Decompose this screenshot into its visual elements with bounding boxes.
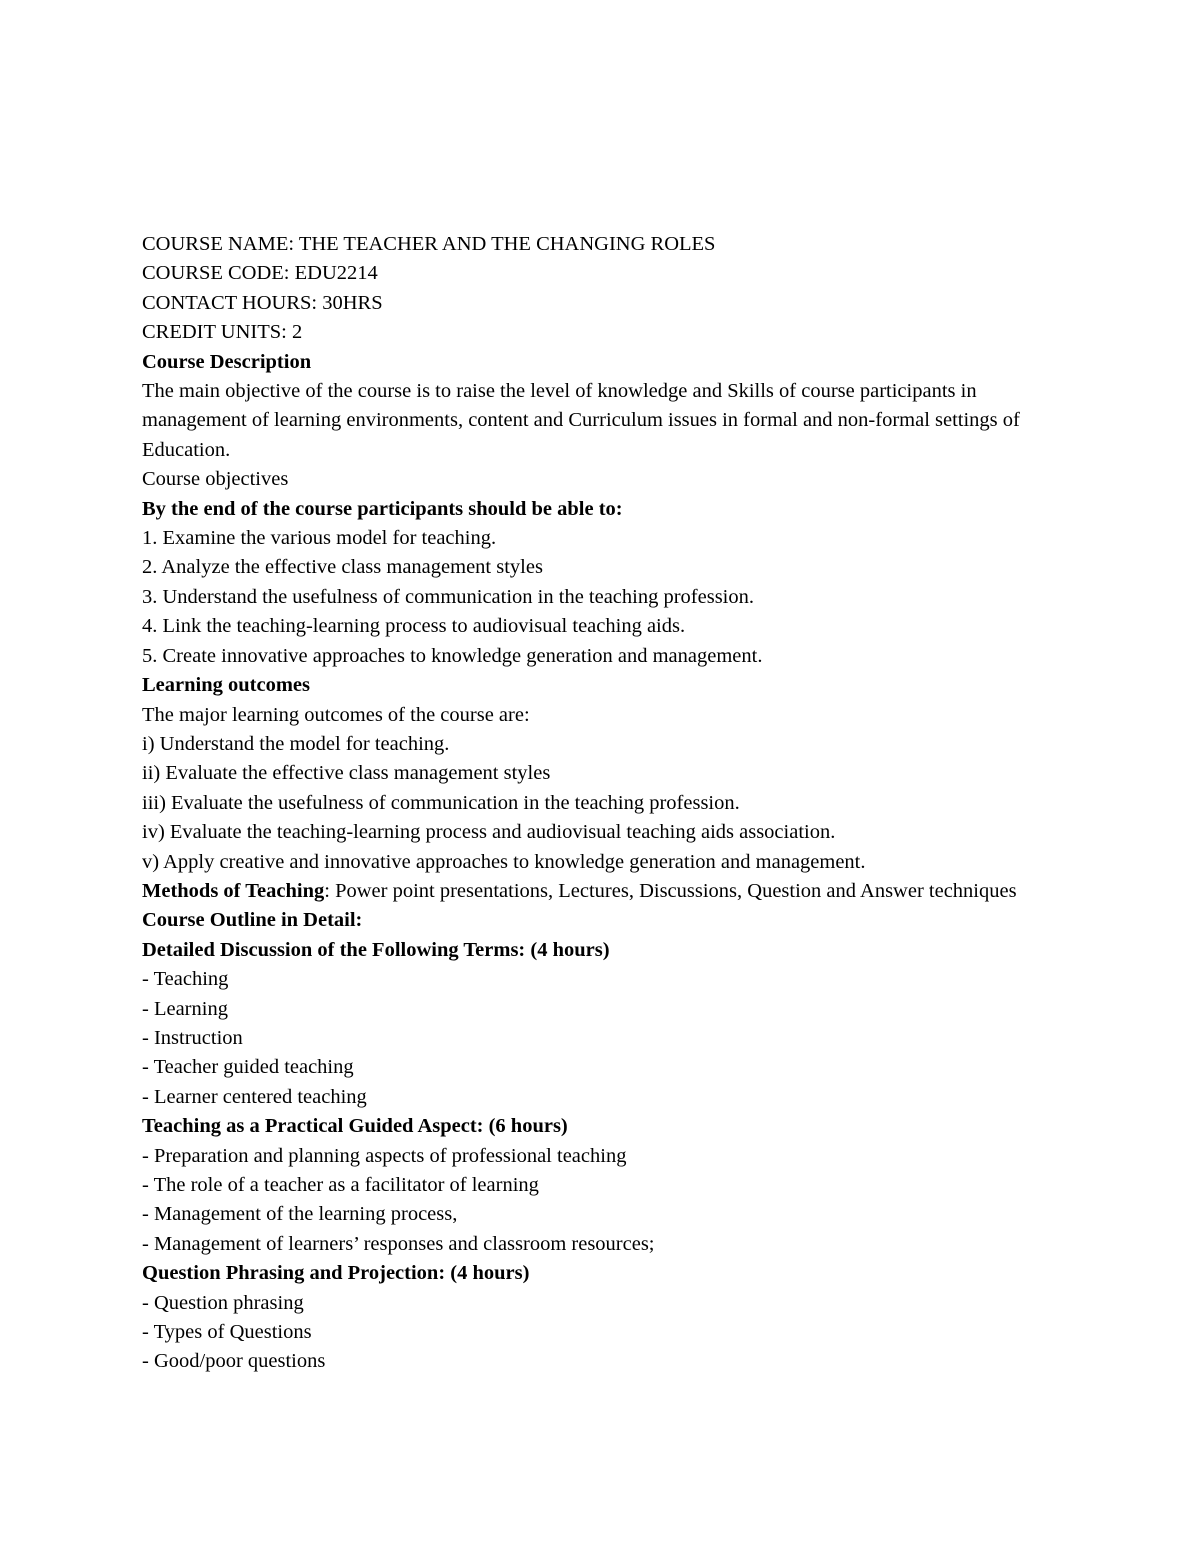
list-item: - Good/poor questions [142,1350,326,1373]
methods-of-teaching-text: : Power point presentations, Lectures, Discussions, Question and Answer techniques [324,879,1017,902]
list-item: - Teaching [142,968,229,991]
outline-section-list [142,1289,1062,1377]
outline-section-questions [142,1259,1062,1377]
outcomes-list [142,730,1062,877]
learning-outcomes-heading: Learning outcomes [142,674,310,697]
course-description-heading: Course Description [142,350,312,373]
document-page [142,230,1062,1377]
course-description-body: The main objective of the course is to raise the level of knowledge and Skills of course participants in management of learning environments, content and Curriculum issues in formal and non-formal settings of Education. [142,380,1020,461]
list-item: - Learner centered teaching [142,1085,367,1108]
methods-of-teaching [142,877,1062,906]
outline-section-list [142,965,1062,1112]
course-code: COURSE CODE: EDU2214 [142,262,378,285]
contact-hours: CONTACT HOURS: 30HRS [142,291,383,314]
list-item: - Management of the learning process, [142,1203,458,1226]
course-outline-heading: Course Outline in Detail: [142,909,363,932]
outline-section-title: Question Phrasing and Projection: (4 hours) [142,1262,530,1285]
objective-item: 1. Examine the various model for teaching. [142,527,497,550]
outline-section-title: Teaching as a Practical Guided Aspect: (6 hours) [142,1115,568,1138]
outline-section-list [142,1142,1062,1260]
outcome-item: v) Apply creative and innovative approaches to knowledge generation and management. [142,850,866,873]
outline-section-terms [142,936,1062,1112]
objective-item: 4. Link the teaching-learning process to audiovisual teaching aids. [142,615,686,638]
list-item: - Learning [142,997,228,1020]
list-item: - Instruction [142,1026,243,1049]
credit-units: CREDIT UNITS: 2 [142,321,303,344]
list-item: - Question phrasing [142,1291,304,1314]
list-item: - Teacher guided teaching [142,1056,354,1079]
outcome-item: iv) Evaluate the teaching-learning process and audiovisual teaching aids association. [142,821,836,844]
outline-section-title: Detailed Discussion of the Following Terms: (4 hours) [142,938,610,961]
list-item: - Types of Questions [142,1321,312,1344]
outcome-item: iii) Evaluate the usefulness of communication in the teaching profession. [142,791,740,814]
list-item: - Management of learners’ responses and classroom resources; [142,1232,655,1255]
objective-item: 5. Create innovative approaches to knowledge generation and management. [142,644,763,667]
objectives-list [142,524,1062,671]
course-objectives-intro: By the end of the course participants should be able to: [142,497,623,520]
learning-outcomes-intro: The major learning outcomes of the course are: [142,703,530,726]
course-objectives-label: Course objectives [142,468,289,491]
outcome-item: ii) Evaluate the effective class management styles [142,762,551,785]
objective-item: 3. Understand the usefulness of communication in the teaching profession. [142,585,755,608]
course-name: COURSE NAME: THE TEACHER AND THE CHANGING ROLES [142,233,716,255]
list-item: - Preparation and planning aspects of professional teaching [142,1144,627,1167]
methods-of-teaching-label: Methods of Teaching [142,879,325,902]
outcome-item: i) Understand the model for teaching. [142,732,450,755]
objective-item: 2. Analyze the effective class management styles [142,556,543,579]
list-item: - The role of a teacher as a facilitator of learning [142,1174,539,1196]
outline-section-practical [142,1112,1062,1259]
